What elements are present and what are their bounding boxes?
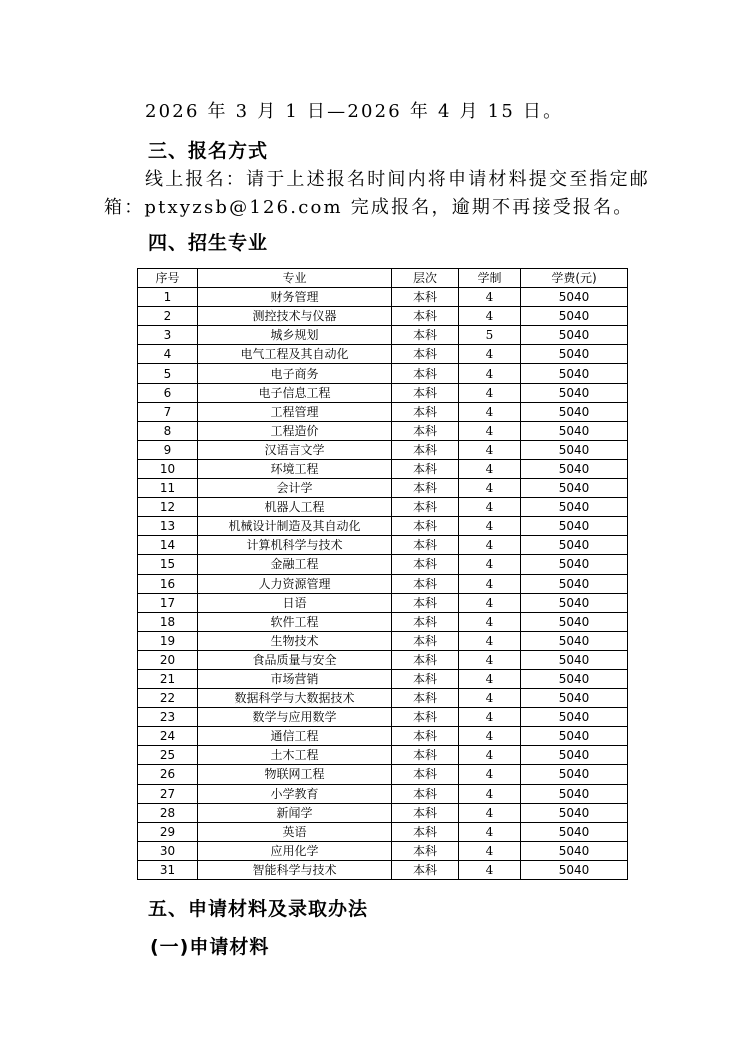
subsection-materials-heading: (一)申请材料 bbox=[150, 936, 270, 958]
cell-tuition: 5040 bbox=[521, 765, 628, 784]
header-level: 层次 bbox=[392, 269, 459, 288]
cell-duration: 4 bbox=[459, 364, 521, 383]
cell-major: 食品质量与安全 bbox=[198, 650, 392, 669]
cell-tuition: 5040 bbox=[521, 440, 628, 459]
header-tuition: 学费(元) bbox=[521, 269, 628, 288]
table-row bbox=[138, 593, 628, 612]
majors-table bbox=[137, 268, 628, 880]
cell-duration: 4 bbox=[459, 803, 521, 822]
cell-tuition: 5040 bbox=[521, 555, 628, 574]
cell-duration: 4 bbox=[459, 498, 521, 517]
cell-serial-number: 28 bbox=[138, 803, 198, 822]
cell-major: 小学教育 bbox=[198, 784, 392, 803]
cell-duration: 4 bbox=[459, 345, 521, 364]
cell-duration: 4 bbox=[459, 440, 521, 459]
cell-major: 生物技术 bbox=[198, 631, 392, 650]
cell-level: 本科 bbox=[392, 765, 459, 784]
section-application-heading: 五、申请材料及录取办法 bbox=[148, 898, 369, 920]
cell-serial-number: 31 bbox=[138, 860, 198, 879]
cell-duration: 4 bbox=[459, 669, 521, 688]
cell-tuition: 5040 bbox=[521, 746, 628, 765]
cell-major: 城乡规划 bbox=[198, 326, 392, 345]
cell-level: 本科 bbox=[392, 822, 459, 841]
cell-level: 本科 bbox=[392, 669, 459, 688]
registration-instructions-line1: 线上报名：请于上述报名时间内将申请材料提交至指定邮 bbox=[145, 169, 650, 190]
cell-tuition: 5040 bbox=[521, 669, 628, 688]
cell-level: 本科 bbox=[392, 689, 459, 708]
cell-duration: 4 bbox=[459, 402, 521, 421]
table-row bbox=[138, 860, 628, 879]
cell-major: 环境工程 bbox=[198, 459, 392, 478]
table-row bbox=[138, 689, 628, 708]
cell-serial-number: 18 bbox=[138, 612, 198, 631]
cell-serial-number: 3 bbox=[138, 326, 198, 345]
cell-serial-number: 9 bbox=[138, 440, 198, 459]
cell-level: 本科 bbox=[392, 803, 459, 822]
table-row bbox=[138, 765, 628, 784]
cell-serial-number: 15 bbox=[138, 555, 198, 574]
table-row bbox=[138, 708, 628, 727]
cell-serial-number: 1 bbox=[138, 288, 198, 307]
table-row bbox=[138, 784, 628, 803]
cell-tuition: 5040 bbox=[521, 689, 628, 708]
cell-serial-number: 14 bbox=[138, 536, 198, 555]
cell-major: 智能科学与技术 bbox=[198, 860, 392, 879]
cell-major: 通信工程 bbox=[198, 727, 392, 746]
cell-level: 本科 bbox=[392, 421, 459, 440]
cell-tuition: 5040 bbox=[521, 803, 628, 822]
cell-tuition: 5040 bbox=[521, 708, 628, 727]
cell-major: 日语 bbox=[198, 593, 392, 612]
table-row bbox=[138, 364, 628, 383]
cell-level: 本科 bbox=[392, 517, 459, 536]
cell-duration: 4 bbox=[459, 727, 521, 746]
table-row bbox=[138, 326, 628, 345]
cell-major: 数学与应用数学 bbox=[198, 708, 392, 727]
cell-duration: 4 bbox=[459, 517, 521, 536]
cell-tuition: 5040 bbox=[521, 822, 628, 841]
cell-major: 汉语言文学 bbox=[198, 440, 392, 459]
cell-level: 本科 bbox=[392, 708, 459, 727]
table-row bbox=[138, 631, 628, 650]
cell-duration: 4 bbox=[459, 860, 521, 879]
cell-major: 金融工程 bbox=[198, 555, 392, 574]
cell-serial-number: 24 bbox=[138, 727, 198, 746]
cell-serial-number: 27 bbox=[138, 784, 198, 803]
cell-level: 本科 bbox=[392, 288, 459, 307]
cell-level: 本科 bbox=[392, 593, 459, 612]
cell-level: 本科 bbox=[392, 364, 459, 383]
cell-tuition: 5040 bbox=[521, 307, 628, 326]
table-row bbox=[138, 498, 628, 517]
cell-major: 市场营销 bbox=[198, 669, 392, 688]
cell-serial-number: 4 bbox=[138, 345, 198, 364]
table-row bbox=[138, 650, 628, 669]
cell-duration: 4 bbox=[459, 631, 521, 650]
table-row bbox=[138, 383, 628, 402]
cell-serial-number: 30 bbox=[138, 841, 198, 860]
cell-major: 物联网工程 bbox=[198, 765, 392, 784]
cell-duration: 4 bbox=[459, 307, 521, 326]
cell-serial-number: 23 bbox=[138, 708, 198, 727]
enrollment-period-text: 2026 年 3 月 1 日—2026 年 4 月 15 日。 bbox=[145, 101, 564, 122]
cell-level: 本科 bbox=[392, 555, 459, 574]
cell-duration: 4 bbox=[459, 288, 521, 307]
cell-serial-number: 16 bbox=[138, 574, 198, 593]
cell-major: 财务管理 bbox=[198, 288, 392, 307]
cell-tuition: 5040 bbox=[521, 402, 628, 421]
table-row bbox=[138, 288, 628, 307]
cell-level: 本科 bbox=[392, 612, 459, 631]
cell-duration: 4 bbox=[459, 689, 521, 708]
table-row bbox=[138, 841, 628, 860]
cell-level: 本科 bbox=[392, 326, 459, 345]
cell-major: 机械设计制造及其自动化 bbox=[198, 517, 392, 536]
cell-level: 本科 bbox=[392, 650, 459, 669]
cell-tuition: 5040 bbox=[521, 421, 628, 440]
cell-serial-number: 25 bbox=[138, 746, 198, 765]
cell-tuition: 5040 bbox=[521, 841, 628, 860]
cell-tuition: 5040 bbox=[521, 364, 628, 383]
table-row bbox=[138, 727, 628, 746]
table-row bbox=[138, 459, 628, 478]
cell-major: 工程造价 bbox=[198, 421, 392, 440]
table-row bbox=[138, 555, 628, 574]
header-major: 专业 bbox=[198, 269, 392, 288]
cell-major: 电子信息工程 bbox=[198, 383, 392, 402]
cell-serial-number: 26 bbox=[138, 765, 198, 784]
table-row bbox=[138, 345, 628, 364]
cell-tuition: 5040 bbox=[521, 536, 628, 555]
cell-serial-number: 10 bbox=[138, 459, 198, 478]
cell-major: 应用化学 bbox=[198, 841, 392, 860]
cell-duration: 4 bbox=[459, 479, 521, 498]
cell-serial-number: 17 bbox=[138, 593, 198, 612]
cell-tuition: 5040 bbox=[521, 631, 628, 650]
cell-level: 本科 bbox=[392, 536, 459, 555]
cell-serial-number: 6 bbox=[138, 383, 198, 402]
cell-serial-number: 12 bbox=[138, 498, 198, 517]
section-majors-heading: 四、招生专业 bbox=[148, 232, 269, 254]
cell-level: 本科 bbox=[392, 345, 459, 364]
cell-level: 本科 bbox=[392, 383, 459, 402]
cell-duration: 4 bbox=[459, 746, 521, 765]
table-row bbox=[138, 612, 628, 631]
table-row bbox=[138, 746, 628, 765]
cell-tuition: 5040 bbox=[521, 288, 628, 307]
cell-serial-number: 21 bbox=[138, 669, 198, 688]
table-row bbox=[138, 822, 628, 841]
cell-tuition: 5040 bbox=[521, 479, 628, 498]
cell-serial-number: 5 bbox=[138, 364, 198, 383]
cell-level: 本科 bbox=[392, 860, 459, 879]
table-row bbox=[138, 479, 628, 498]
cell-level: 本科 bbox=[392, 746, 459, 765]
cell-level: 本科 bbox=[392, 574, 459, 593]
table-row bbox=[138, 803, 628, 822]
cell-level: 本科 bbox=[392, 307, 459, 326]
cell-duration: 4 bbox=[459, 612, 521, 631]
cell-level: 本科 bbox=[392, 459, 459, 478]
cell-tuition: 5040 bbox=[521, 326, 628, 345]
cell-major: 工程管理 bbox=[198, 402, 392, 421]
section-registration-heading: 三、报名方式 bbox=[148, 140, 269, 162]
cell-tuition: 5040 bbox=[521, 383, 628, 402]
table-row bbox=[138, 421, 628, 440]
cell-level: 本科 bbox=[392, 727, 459, 746]
cell-major: 计算机科学与技术 bbox=[198, 536, 392, 555]
cell-serial-number: 13 bbox=[138, 517, 198, 536]
cell-duration: 4 bbox=[459, 555, 521, 574]
cell-serial-number: 8 bbox=[138, 421, 198, 440]
cell-duration: 4 bbox=[459, 822, 521, 841]
cell-tuition: 5040 bbox=[521, 517, 628, 536]
cell-tuition: 5040 bbox=[521, 574, 628, 593]
header-serial-number: 序号 bbox=[138, 269, 198, 288]
cell-level: 本科 bbox=[392, 784, 459, 803]
cell-tuition: 5040 bbox=[521, 612, 628, 631]
cell-level: 本科 bbox=[392, 402, 459, 421]
cell-duration: 4 bbox=[459, 650, 521, 669]
cell-serial-number: 20 bbox=[138, 650, 198, 669]
cell-serial-number: 22 bbox=[138, 689, 198, 708]
cell-major: 人力资源管理 bbox=[198, 574, 392, 593]
cell-major: 软件工程 bbox=[198, 612, 392, 631]
cell-level: 本科 bbox=[392, 631, 459, 650]
cell-duration: 4 bbox=[459, 765, 521, 784]
table-row bbox=[138, 307, 628, 326]
cell-level: 本科 bbox=[392, 498, 459, 517]
cell-level: 本科 bbox=[392, 479, 459, 498]
cell-tuition: 5040 bbox=[521, 593, 628, 612]
cell-tuition: 5040 bbox=[521, 650, 628, 669]
table-row bbox=[138, 536, 628, 555]
cell-duration: 4 bbox=[459, 459, 521, 478]
cell-tuition: 5040 bbox=[521, 498, 628, 517]
cell-tuition: 5040 bbox=[521, 784, 628, 803]
cell-duration: 4 bbox=[459, 574, 521, 593]
cell-major: 机器人工程 bbox=[198, 498, 392, 517]
table-row bbox=[138, 517, 628, 536]
cell-major: 数据科学与大数据技术 bbox=[198, 689, 392, 708]
cell-duration: 4 bbox=[459, 784, 521, 803]
cell-major: 英语 bbox=[198, 822, 392, 841]
cell-serial-number: 7 bbox=[138, 402, 198, 421]
cell-duration: 4 bbox=[459, 593, 521, 612]
table-row bbox=[138, 574, 628, 593]
majors-table-body bbox=[138, 288, 628, 880]
cell-major: 测控技术与仪器 bbox=[198, 307, 392, 326]
cell-serial-number: 29 bbox=[138, 822, 198, 841]
cell-level: 本科 bbox=[392, 440, 459, 459]
cell-major: 电气工程及其自动化 bbox=[198, 345, 392, 364]
cell-major: 土木工程 bbox=[198, 746, 392, 765]
cell-tuition: 5040 bbox=[521, 860, 628, 879]
table-row bbox=[138, 440, 628, 459]
cell-major: 新闻学 bbox=[198, 803, 392, 822]
cell-tuition: 5040 bbox=[521, 459, 628, 478]
table-row bbox=[138, 402, 628, 421]
cell-duration: 4 bbox=[459, 383, 521, 402]
cell-major: 电子商务 bbox=[198, 364, 392, 383]
cell-tuition: 5040 bbox=[521, 727, 628, 746]
cell-duration: 4 bbox=[459, 536, 521, 555]
cell-major: 会计学 bbox=[198, 479, 392, 498]
cell-duration: 5 bbox=[459, 326, 521, 345]
cell-duration: 4 bbox=[459, 841, 521, 860]
header-duration: 学制 bbox=[459, 269, 521, 288]
cell-serial-number: 19 bbox=[138, 631, 198, 650]
table-header-row bbox=[138, 269, 628, 288]
cell-tuition: 5040 bbox=[521, 345, 628, 364]
cell-duration: 4 bbox=[459, 421, 521, 440]
registration-instructions-line2: 箱：ptxyzsb@126.com 完成报名，逾期不再接受报名。 bbox=[104, 197, 634, 218]
cell-level: 本科 bbox=[392, 841, 459, 860]
cell-serial-number: 2 bbox=[138, 307, 198, 326]
cell-duration: 4 bbox=[459, 708, 521, 727]
table-row bbox=[138, 669, 628, 688]
cell-serial-number: 11 bbox=[138, 479, 198, 498]
